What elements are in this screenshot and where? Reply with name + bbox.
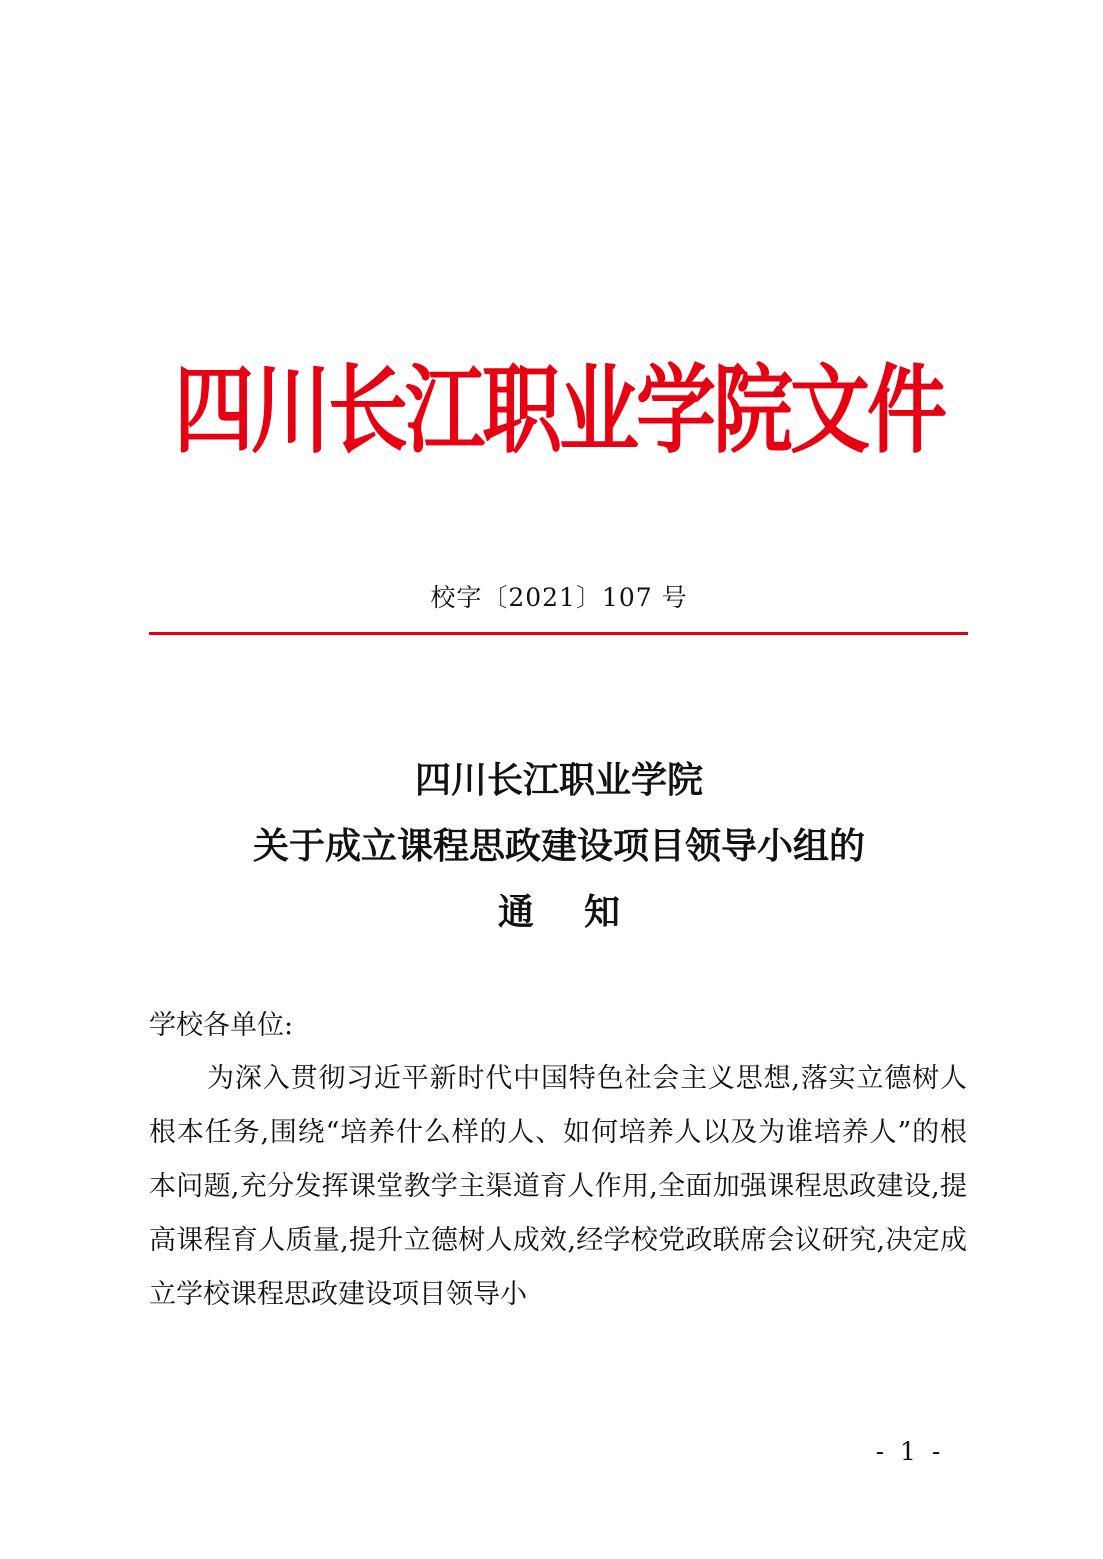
notice-title	[150, 747, 968, 945]
page-number: - 1 -	[875, 1437, 945, 1466]
salutation: 学校各单位:	[149, 1010, 294, 1041]
body-paragraph: 为深入贯彻习近平新时代中国特色社会主义思想,落实立德树人根本任务,围绕“培养什么样的人、如何培养人以及为谁培养人”的根本问题,充分发挥课堂教学主渠道育人作用,全面加强课程思政建设,提高课程育人质量,提升立德树人成效,经学校党政联席会议研究,决定成立学校课程思政建设项目领导小	[149, 1063, 967, 1310]
notice-title-line-2: 关于成立课程思政建设项目领导小组的	[252, 825, 865, 867]
header-divider	[149, 632, 968, 635]
document-number: 校字〔2021〕107 号	[430, 583, 688, 612]
document-header-title: 四川长江职业学院文件	[174, 354, 944, 467]
notice-title-line-1: 四川长江职业学院	[414, 759, 703, 801]
notice-title-line-3: 通 知	[497, 891, 621, 933]
